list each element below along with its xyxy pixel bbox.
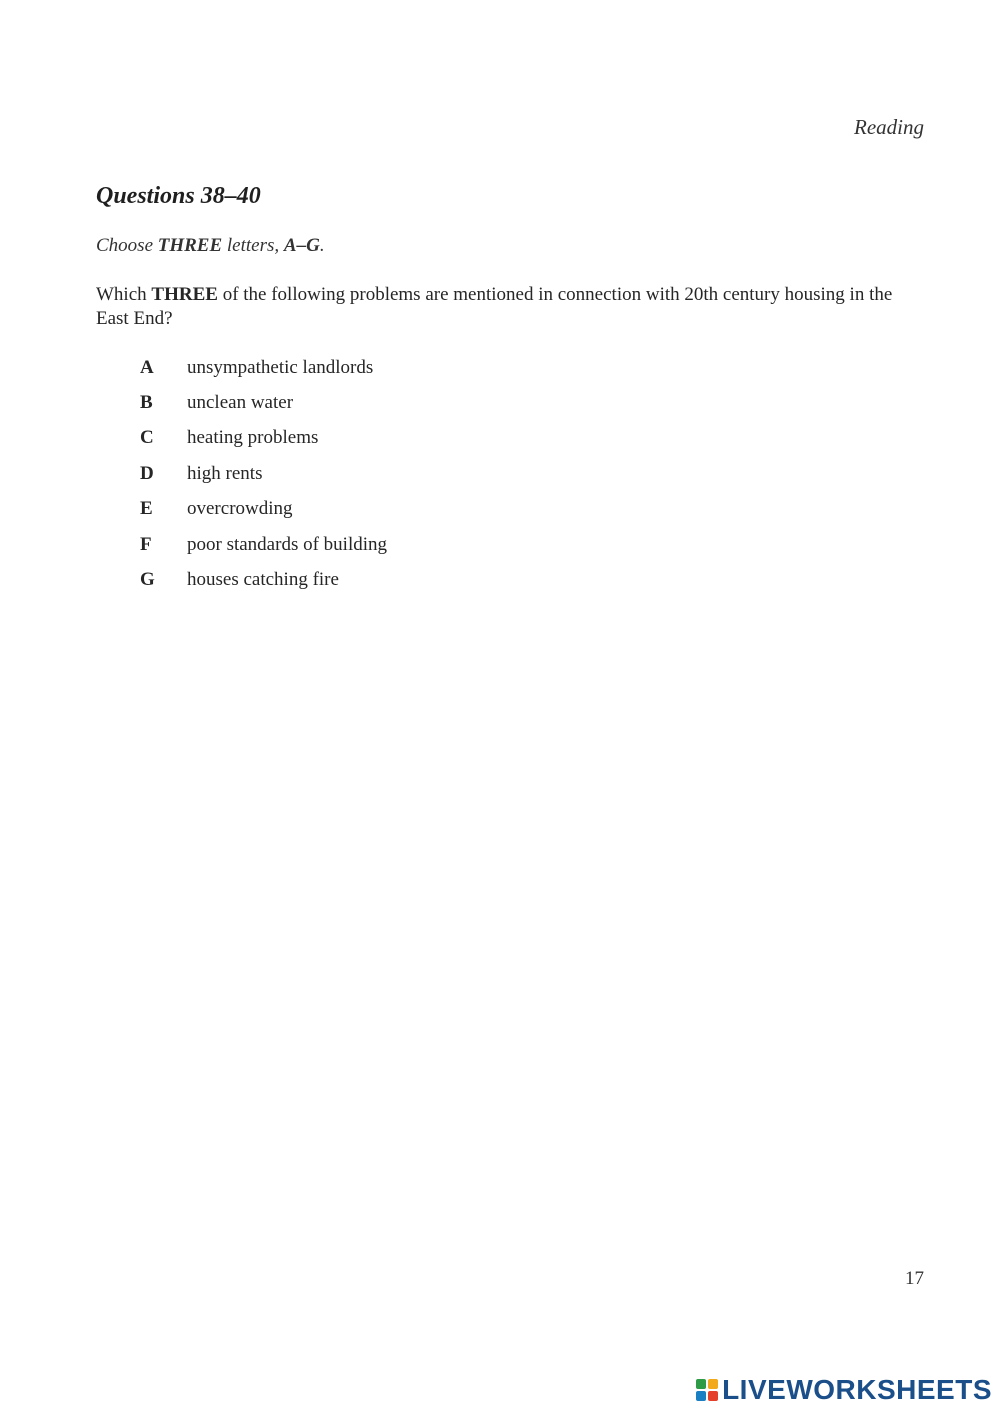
- question-prompt: [96, 283, 916, 331]
- option-text: houses catching fire: [187, 569, 339, 591]
- option-letter: E: [140, 498, 153, 520]
- prompt-prefix: Which: [96, 284, 152, 305]
- prompt-emphasis: THREE: [151, 284, 218, 305]
- option-letter: G: [140, 569, 155, 591]
- liveworksheets-logo-icon: [696, 1379, 718, 1401]
- option-text: unsympathetic landlords: [187, 356, 374, 378]
- instruction-suffix: .: [319, 235, 325, 256]
- option-c[interactable]: [140, 421, 387, 456]
- instruction-emphasis: THREE: [157, 235, 223, 256]
- instruction-middle: letters,: [222, 235, 284, 256]
- option-a[interactable]: [140, 350, 387, 385]
- instruction-line: [96, 235, 325, 257]
- option-text: poor standards of building: [187, 533, 388, 555]
- questions-title: Questions 38–40: [96, 183, 261, 209]
- option-letter: C: [140, 427, 154, 449]
- option-text: heating problems: [187, 427, 319, 449]
- option-letter: D: [140, 462, 154, 484]
- option-g[interactable]: [140, 562, 387, 597]
- liveworksheets-brand[interactable]: [696, 1374, 992, 1406]
- option-f[interactable]: [140, 527, 387, 562]
- option-e[interactable]: [140, 492, 387, 527]
- prompt-suffix: of the following problems are mentioned in connection with 20th century housing in the East End?: [96, 284, 893, 329]
- instruction-range: A–G: [283, 235, 320, 256]
- answer-options: [140, 350, 387, 598]
- option-text: overcrowding: [187, 498, 293, 520]
- option-text: unclean water: [187, 392, 294, 414]
- instruction-prefix: Choose: [96, 235, 158, 256]
- option-letter: B: [140, 392, 153, 414]
- brand-name: LIVEWORKSHEETS: [722, 1374, 992, 1405]
- option-d[interactable]: [140, 456, 387, 491]
- page-number: 17: [905, 1268, 924, 1289]
- option-text: high rents: [187, 462, 263, 484]
- running-head: Reading: [854, 115, 924, 139]
- option-letter: A: [140, 356, 154, 378]
- option-b[interactable]: [140, 385, 387, 420]
- option-letter: F: [140, 533, 152, 555]
